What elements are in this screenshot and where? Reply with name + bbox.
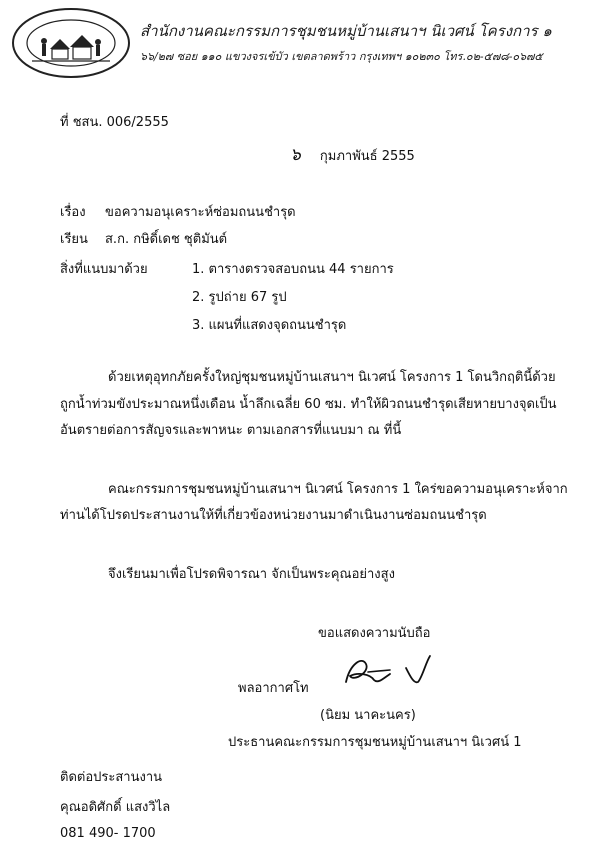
organization-seal [10,5,132,81]
paragraph-1-line: อันตรายต่อการสัญจรและพาหนะ ตามเอกสารที่แนบมา ณ ที่นี้ [60,423,402,438]
date-day: ๖ [290,145,301,165]
signer-name: (นิยม นาคะนคร) [320,708,416,723]
attachment-item: 2. รูปถ่าย 67 รูป [192,290,287,305]
date-month-year: กุมภาพันธ์ 2555 [319,149,415,164]
signer-position: ประธานคณะกรรมการชุมชนหมู่บ้านเสนาฯ นิเวศน์ 1 [228,735,522,750]
subject-text: ขอความอนุเคราะห์ซ่อมถนนชำรุด [105,205,296,220]
letterhead-org-name: สำนักงานคณะกรรมการชุมชนหมู่บ้านเสนาฯ นิเวศน์ โครงการ ๑ [140,22,552,40]
recipient-text: ส.ก. กษิดิ์เดช ชุติมันต์ [105,232,228,247]
handwritten-signature [340,652,445,690]
signer-rank: พลอากาศโท [238,681,309,696]
sign-off: ขอแสดงความนับถือ [318,626,431,641]
letterhead-address: ๖๖/๒๗ ซอย ๑๑๐ แขวงจรเข้บัว เขตลาดพร้าว กรุงเทพฯ ๑๐๒๓๐ โทร.๐๒-๕๗๘-๐๖๗๕ [140,50,543,63]
paragraph-2-line: คณะกรรมการชุมชนหมู่บ้านเสนาฯ นิเวศน์ โครงการ 1 ใคร่ขอความอนุเคราะห์จาก [108,482,568,497]
contact-person: คุณอดิศักดิ์ แสงวิไล [60,800,171,815]
recipient-label: เรียน [60,232,88,247]
closing-request: จึงเรียนมาเพื่อโปรดพิจารณา จักเป็นพระคุณอย่างสูง [108,567,395,582]
contact-phone: 081 490- 1700 [60,826,156,841]
attachment-item: 3. แผนที่แสดงจุดถนนชำรุด [192,318,347,333]
paragraph-2-line: ท่านได้โปรดประสานงานให้ที่เกี่ยวข้องหน่วยงานมาดำเนินงานซ่อมถนนชำรุด [60,508,487,523]
contact-label: ติดต่อประสานงาน [60,770,163,785]
letter-date [290,141,415,168]
paragraph-1-line: ถูกน้ำท่วมขังประมาณหนึ่งเดือน น้ำลึกเฉลี่ย 60 ซม. ทำให้ผิวถนนชำรุดเสียหายบางจุดเป็น [60,397,557,412]
paragraph-1-line: ด้วยเหตุอุทกภัยครั้งใหญ่ชุมชนหมู่บ้านเสนาฯ นิเวศน์ โครงการ 1 โดนวิกฤตินี้ด้วย [108,370,556,385]
attachment-item: 1. ตารางตรวจสอบถนน 44 รายการ [192,262,394,277]
reference-number: ที่ ชสน. 006/2555 [60,115,169,130]
subject-label: เรื่อง [60,205,86,220]
attachments-label: สิ่งที่แนบมาด้วย [60,262,148,277]
